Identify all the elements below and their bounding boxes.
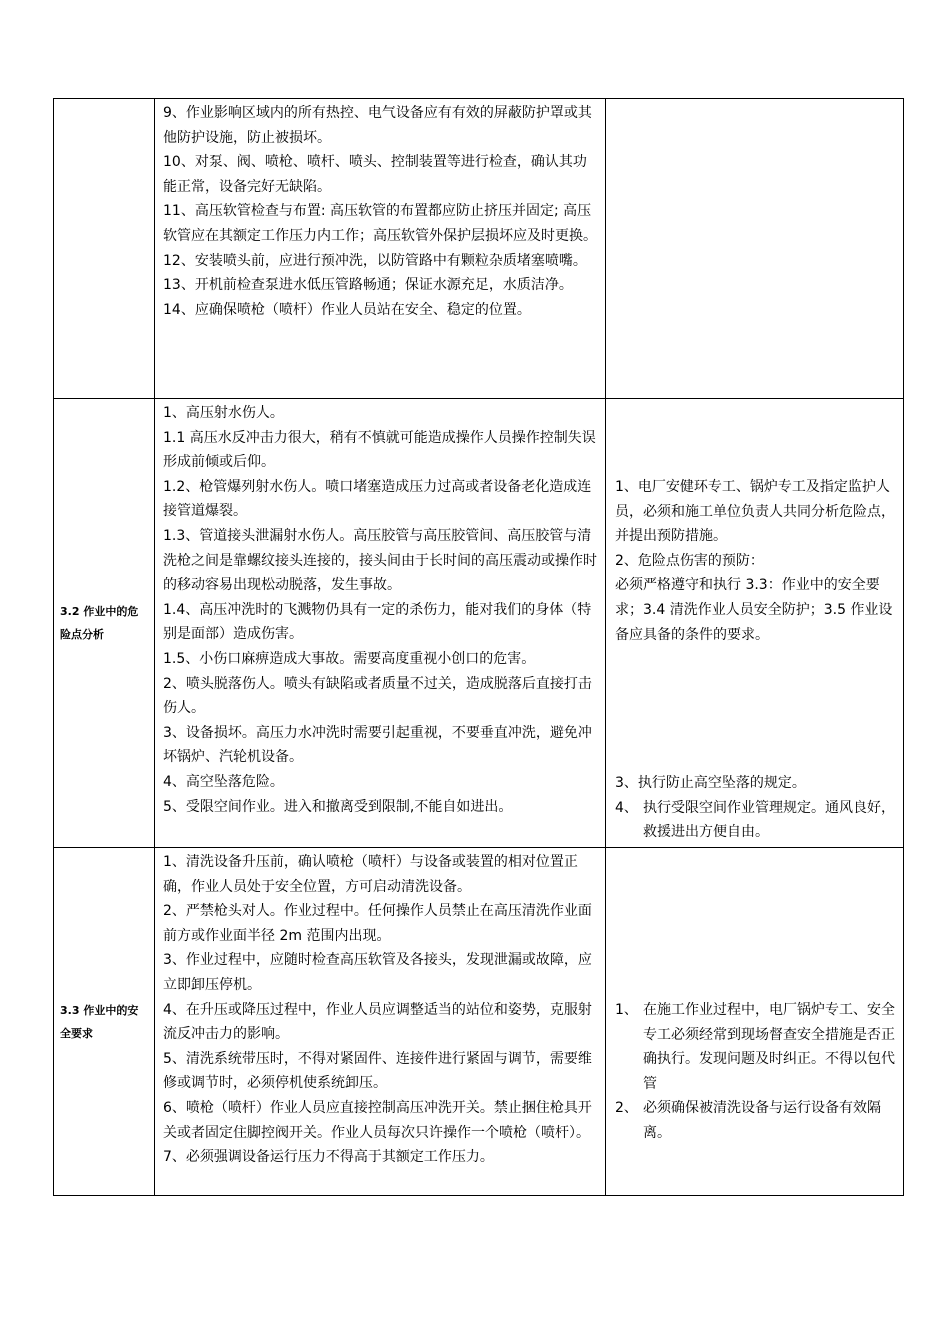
list-item [615, 796, 899, 845]
row-label-cell [54, 399, 155, 848]
list-item: 10、对泵、阀、喷枪、喷杆、喷头、控制装置等进行检查，确认其功能正常，设备完好无缺陷。 [163, 154, 587, 195]
row-label: 3.2 作业中的危险点分析 [60, 605, 139, 641]
item-number: 4、 [615, 799, 638, 816]
table-row [54, 399, 904, 848]
list-item: 13、开机前检查泵进水低压管路畅通；保证水源充足，水质洁净。 [163, 277, 573, 294]
list-item: 1.1 高压水反冲击力很大，稍有不慎就可能造成操作人员操作控制失误形成前倾或后仰。 [163, 429, 596, 471]
content-cell [155, 99, 606, 399]
list-item: 7、必须强调设备运行压力不得高于其额定工作压力。 [163, 1149, 494, 1166]
item-text: 执行受限空间作业管理规定。通风良好，救援进出方便自由。 [643, 799, 895, 841]
list-item: 4、在升压或降压过程中，作业人员应调整适当的站位和姿势，克服射流反冲击力的影响。 [163, 1001, 592, 1043]
item-text: 在施工作业过程中，电厂锅炉专工、安全专工必须经常到现场督查安全措施是否正确执行。发现问题及时纠正。不得以包代管 [643, 1002, 895, 1092]
list-item: 11、高压软管检查与布置: 高压软管的布置都应防止挤压并固定; 高压软管应在其额定工作压力内工作；高压软管外保护层损坏应及时更换。 [163, 203, 597, 244]
list-item: 1、清洗设备升压前，确认喷枪（喷杆）与设备或装置的相对位置正确，作业人员处于安全位置，方可启动清洗设备。 [163, 854, 578, 895]
list-item: 9、作业影响区域内的所有热控、电气设备应有有效的屏蔽防护罩或其他防护设施，防止被损坏。 [163, 105, 592, 146]
list-item: 3、作业过程中，应随时检查高压软管及各接头，发现泄漏或故障，应立即卸压停机。 [163, 952, 592, 993]
list-item: 1.2、枪管爆列射水伤人。喷口堵塞造成压力过高或者设备老化造成连接管道爆裂。 [163, 478, 592, 520]
document-table [53, 98, 904, 1196]
measures-cell [606, 848, 904, 1196]
item-text: 必须确保被清洗设备与运行设备有效隔离。 [643, 1100, 881, 1141]
row-label-cell [54, 99, 155, 399]
list-item: 1、电厂安健环专工、锅炉专工及指定监护人员，必须和施工单位负责人共同分析危险点，并提出预防措施。 [615, 479, 895, 545]
table-row [54, 99, 904, 399]
list-item: 1.5、小伤口麻痹造成大事故。需要高度重视小创口的危害。 [163, 650, 536, 667]
content-cell [155, 399, 606, 848]
list-item: 5、清洗系统带压时，不得对紧固件、连接件进行紧固与调节，需要维修或调节时，必须停机使系统卸压。 [163, 1050, 592, 1092]
list-item [615, 998, 899, 1096]
list-item: 1.3、管道接头泄漏射水伤人。高压胶管与高压胶管间、高压胶管与清洗枪之间是靠螺纹接头连接的，接头间由于长时间的高压震动或操作时的移动容易出现松动脱落，发生事故。 [163, 527, 597, 594]
list-item: 6、喷枪（喷杆）作业人员应直接控制高压冲洗开关。禁止捆住枪具开关或者固定住脚控阀开关。作业人员每次只许操作一个喷枪（喷杆）。 [163, 1099, 592, 1141]
list-item: 3、设备损坏。高压力水冲洗时需要引起重视，不要垂直冲洗，避免冲坏锅炉、汽轮机设备。 [163, 724, 592, 766]
measures-cell [606, 99, 904, 399]
list-item: 12、安装喷头前，应进行预冲洗，以防管路中有颗粒杂质堵塞喷嘴。 [163, 252, 587, 269]
list-item: 必须严格遵守和执行 3.3：作业中的安全要求；3.4 清洗作业人员安全防护；3.5 作业设备应具备的条件的要求。 [615, 577, 893, 643]
item-text: 执行防止高空坠落的规定。 [637, 775, 806, 792]
list-item: 14、应确保喷枪（喷杆）作业人员站在安全、稳定的位置。 [163, 301, 531, 318]
list-item: 2、喷头脱落伤人。喷头有缺陷或者质量不过关，造成脱落后直接打击伤人。 [163, 675, 592, 717]
row-label-cell [54, 848, 155, 1196]
item-number: 3、 [615, 775, 638, 792]
table-row [54, 848, 904, 1196]
measures-cell [606, 399, 904, 848]
list-item: 2、危险点伤害的预防： [615, 552, 764, 569]
list-item: 2、严禁枪头对人。作业过程中。任何操作人员禁止在高压清洗作业面前方或作业面半径 2m 范围内出现。 [163, 903, 592, 944]
list-item [615, 1096, 899, 1145]
row-label: 3.3 作业中的安全要求 [60, 1003, 139, 1040]
list-item: 1.4、高压冲洗时的飞溅物仍具有一定的杀伤力，能对我们的身体（特别是面部）造成伤害。 [163, 601, 592, 643]
list-item [615, 771, 899, 796]
item-number: 2、 [615, 1100, 638, 1117]
list-item: 4、高空坠落危险。 [163, 773, 284, 790]
item-number: 1、 [615, 1002, 638, 1018]
list-item: 1、高压射水伤人。 [163, 405, 284, 421]
list-item: 5、受限空间作业。进入和撤离受到限制,不能自如进出。 [163, 798, 513, 815]
content-cell [155, 848, 606, 1196]
